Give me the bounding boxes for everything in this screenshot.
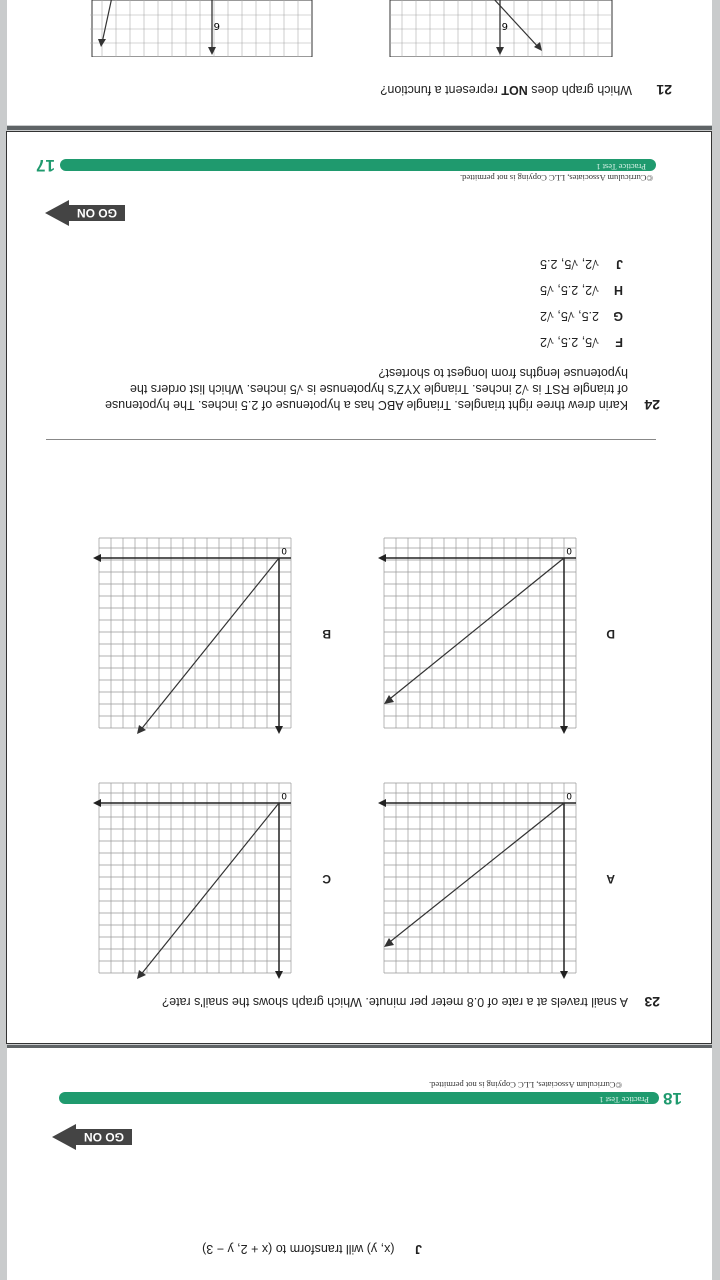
go-on-arrow-17	[45, 200, 125, 226]
graph-a[interactable]	[376, 768, 596, 983]
graph-c[interactable]	[91, 768, 311, 983]
graph-label-d: D	[606, 627, 615, 641]
go-on-label: GO ON	[69, 205, 125, 221]
graph-label-c: C	[322, 872, 331, 886]
graph-label-a: A	[606, 872, 615, 886]
item-j-text: (x, y) will transform to (x + 2, y − 3)	[202, 1242, 395, 1256]
svg-text:0: 0	[566, 545, 572, 555]
graph-d[interactable]	[376, 523, 596, 738]
tick-label: 6	[213, 20, 220, 31]
graph-label-b: B	[322, 627, 331, 641]
question-number-24: 24	[644, 397, 660, 413]
page-fragment-q21	[7, 0, 712, 125]
question-text-21: Which graph does NOT represent a function?	[380, 83, 632, 97]
choice-h[interactable]: H√2, 2.5, √5	[540, 283, 623, 297]
page-edge	[7, 1045, 712, 1048]
arrow-right-icon	[52, 1124, 76, 1150]
copyright-18: ©Curriculum Associates, LLC Copying is not permitted.	[429, 1080, 622, 1090]
svg-text:0: 0	[566, 790, 572, 800]
page-18	[7, 1048, 712, 1280]
go-on-label: GO ON	[76, 1129, 132, 1145]
graph-b[interactable]	[91, 523, 311, 738]
question-separator	[46, 439, 656, 440]
footer-label: Practice Test 1	[596, 162, 646, 172]
question-number-21: 21	[656, 82, 672, 98]
page-number-18: 18	[663, 1089, 682, 1108]
item-j	[62, 1242, 422, 1256]
page-number-17: 17	[36, 156, 55, 175]
svg-text:0: 0	[281, 545, 287, 555]
question-text-24-line2: of triangle RST is √2 inches. Triangle XYZ's hypotenuse is √5 inches. Which list orders the	[129, 382, 628, 396]
page-edge	[7, 126, 712, 130]
grid	[384, 783, 576, 973]
choice-j[interactable]: J√2, √5, 2.5	[540, 257, 623, 271]
question-number-23: 23	[644, 994, 660, 1010]
footer-bar-17	[60, 159, 656, 171]
choice-g[interactable]: G2.5, √5, √2	[540, 309, 623, 323]
go-on-arrow-18	[52, 1124, 132, 1150]
tick-label: 6	[501, 20, 508, 31]
graph-q21-left[interactable]	[380, 0, 620, 57]
svg-text:0: 0	[281, 790, 287, 800]
question-text-24-line3: hypotenuse lengths from longest to shortest?	[378, 366, 628, 380]
copyright-17: ©Curriculum Associates, LLC Copying is not permitted.	[460, 173, 653, 183]
footer-label: Practice Test 1	[599, 1095, 649, 1105]
question-text-23: A snail travels at a rate of 0.8 meter per minute. Which graph shows the snail's rate?	[162, 995, 628, 1009]
arrow-right-icon	[45, 200, 69, 226]
choice-f[interactable]: F√5, 2.5, √2	[540, 335, 623, 349]
item-j-label: J	[415, 1242, 422, 1256]
page-17	[6, 131, 712, 1044]
footer-bar-18	[59, 1092, 659, 1104]
question-text-24-line1: Karin drew three right triangles. Triangle ABC has a hypotenuse of 2.5 inches. The hypotenuse	[104, 398, 628, 412]
graph-q21-right[interactable]	[80, 0, 320, 57]
